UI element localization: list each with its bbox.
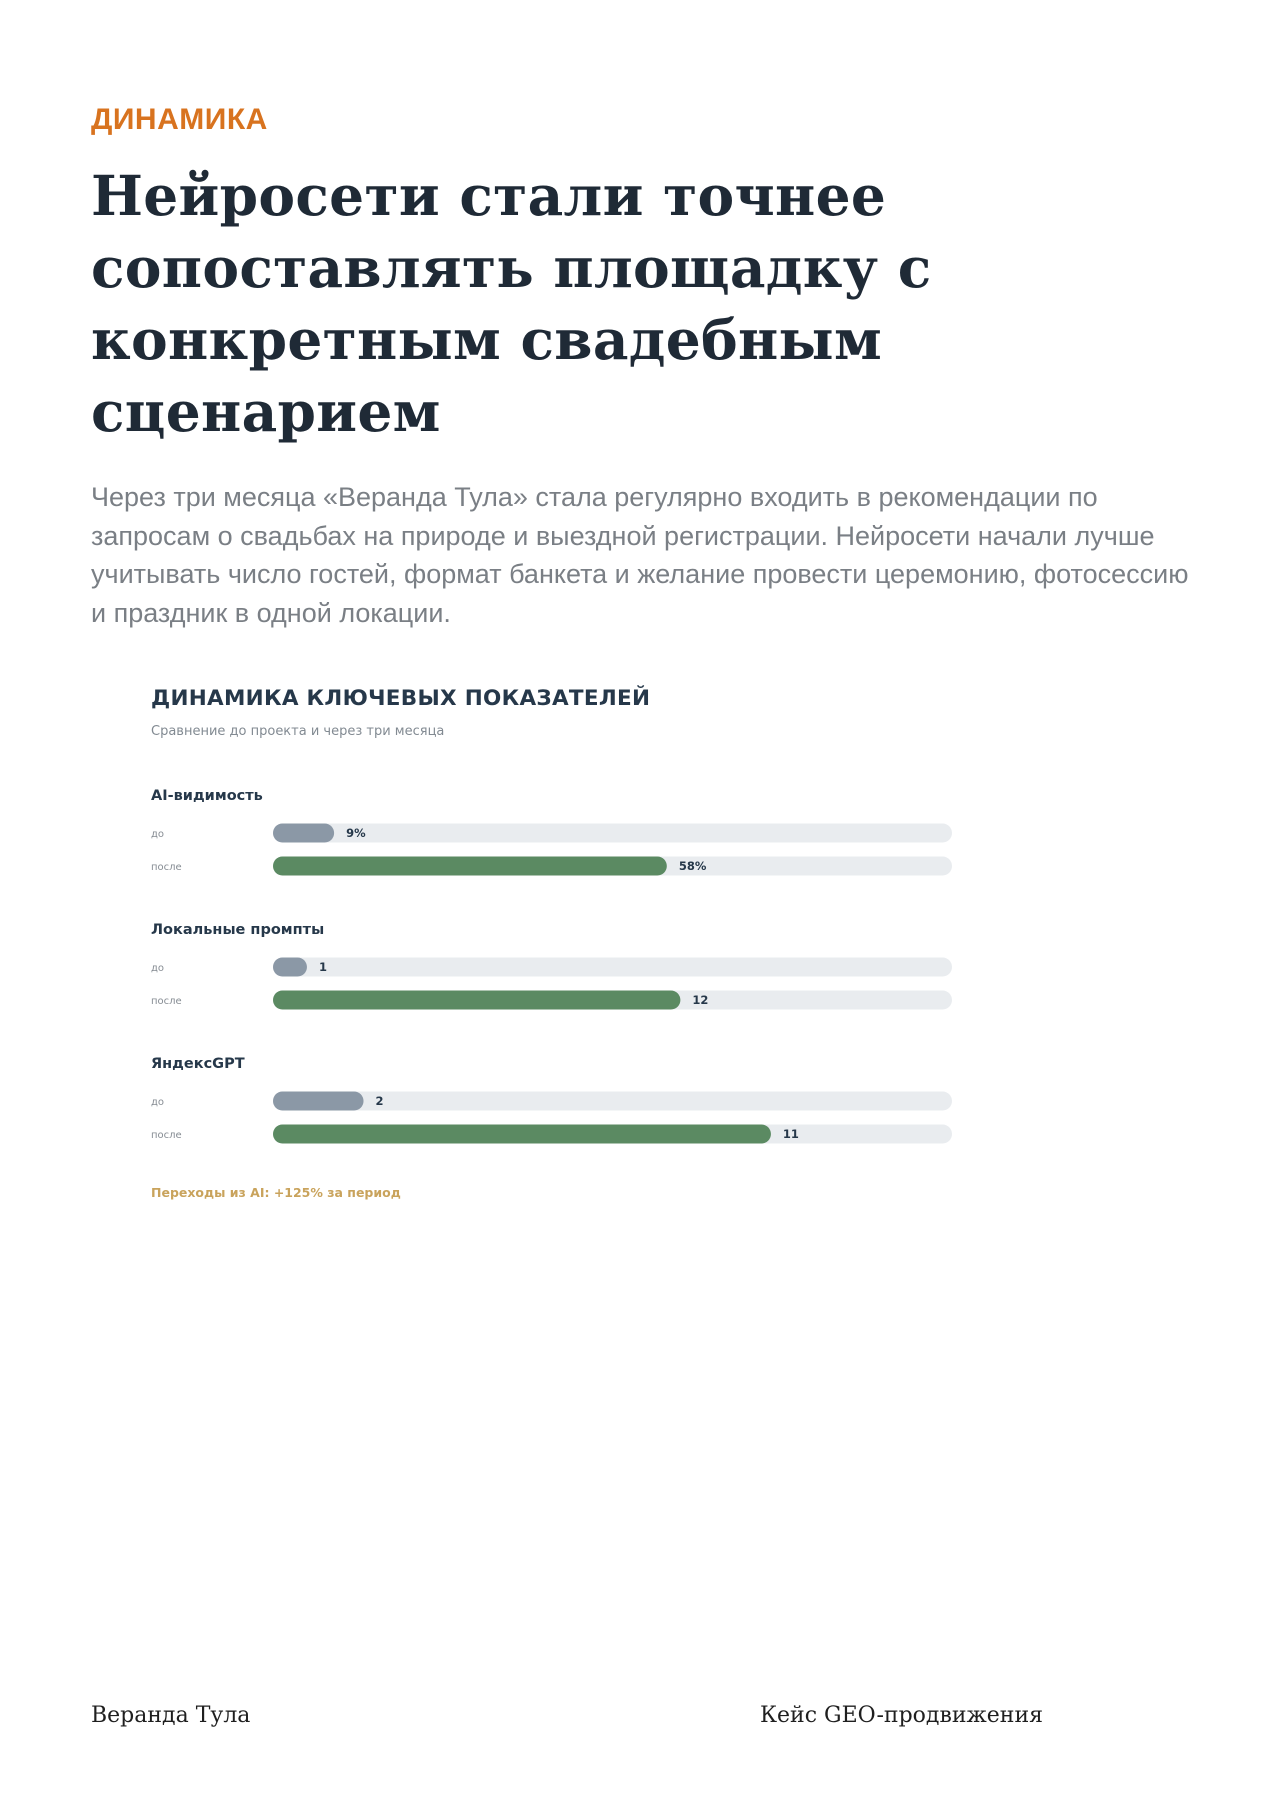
bar-before (273, 824, 334, 843)
bar-after (273, 1125, 771, 1144)
group-label: ЯндексGPT (151, 1056, 245, 1072)
row-label: до (151, 829, 165, 840)
bar-value-label: 12 (692, 993, 709, 1007)
section-eyebrow: ДИНАМИКА (91, 103, 268, 136)
page-title: Нейросети стали точнее сопоставлять площадку с конкретным свадебным сценарием (91, 163, 932, 444)
bar-value-label: 1 (318, 960, 327, 974)
bar-value-label: 11 (782, 1127, 799, 1141)
chart-note: Переходы из AI: +125% за период (151, 1185, 401, 1200)
row-label: до (151, 1097, 165, 1108)
lead-paragraph: Через три месяца «Веранда Тула» стала регулярно входить в рекомендации по запросам о свадьбах на природе и выездной регистрации. Нейросети начали лучше учитывать число гостей, формат банкета и желание провести церемонию, фотосессию и праздник в одной локации. (91, 482, 1189, 628)
bar-before (273, 1092, 364, 1111)
bar-value-label: 9% (346, 826, 366, 840)
row-label: после (151, 1130, 182, 1141)
group-label: Локальные промпты (151, 922, 325, 938)
bar-after (273, 857, 667, 876)
footer-brand: Веранда Тула (91, 1703, 251, 1728)
chart-subtitle: Сравнение до проекта и через три месяца (151, 724, 445, 739)
row-label: после (151, 996, 182, 1007)
footer-doc-title: Кейс GEO-продвижения (760, 1703, 1043, 1728)
row-label: после (151, 862, 182, 873)
bar-value-label: 58% (678, 859, 707, 873)
bar-track (273, 824, 952, 843)
chart-title: ДИНАМИКА КЛЮЧЕВЫХ ПОКАЗАТЕЛЕЙ (151, 686, 651, 711)
bar-track (273, 958, 952, 977)
group-label: AI-видимость (151, 788, 263, 804)
bar-value-label: 2 (375, 1094, 384, 1108)
bar-after (273, 991, 680, 1010)
row-label: до (151, 963, 165, 974)
bar-before (273, 958, 307, 977)
